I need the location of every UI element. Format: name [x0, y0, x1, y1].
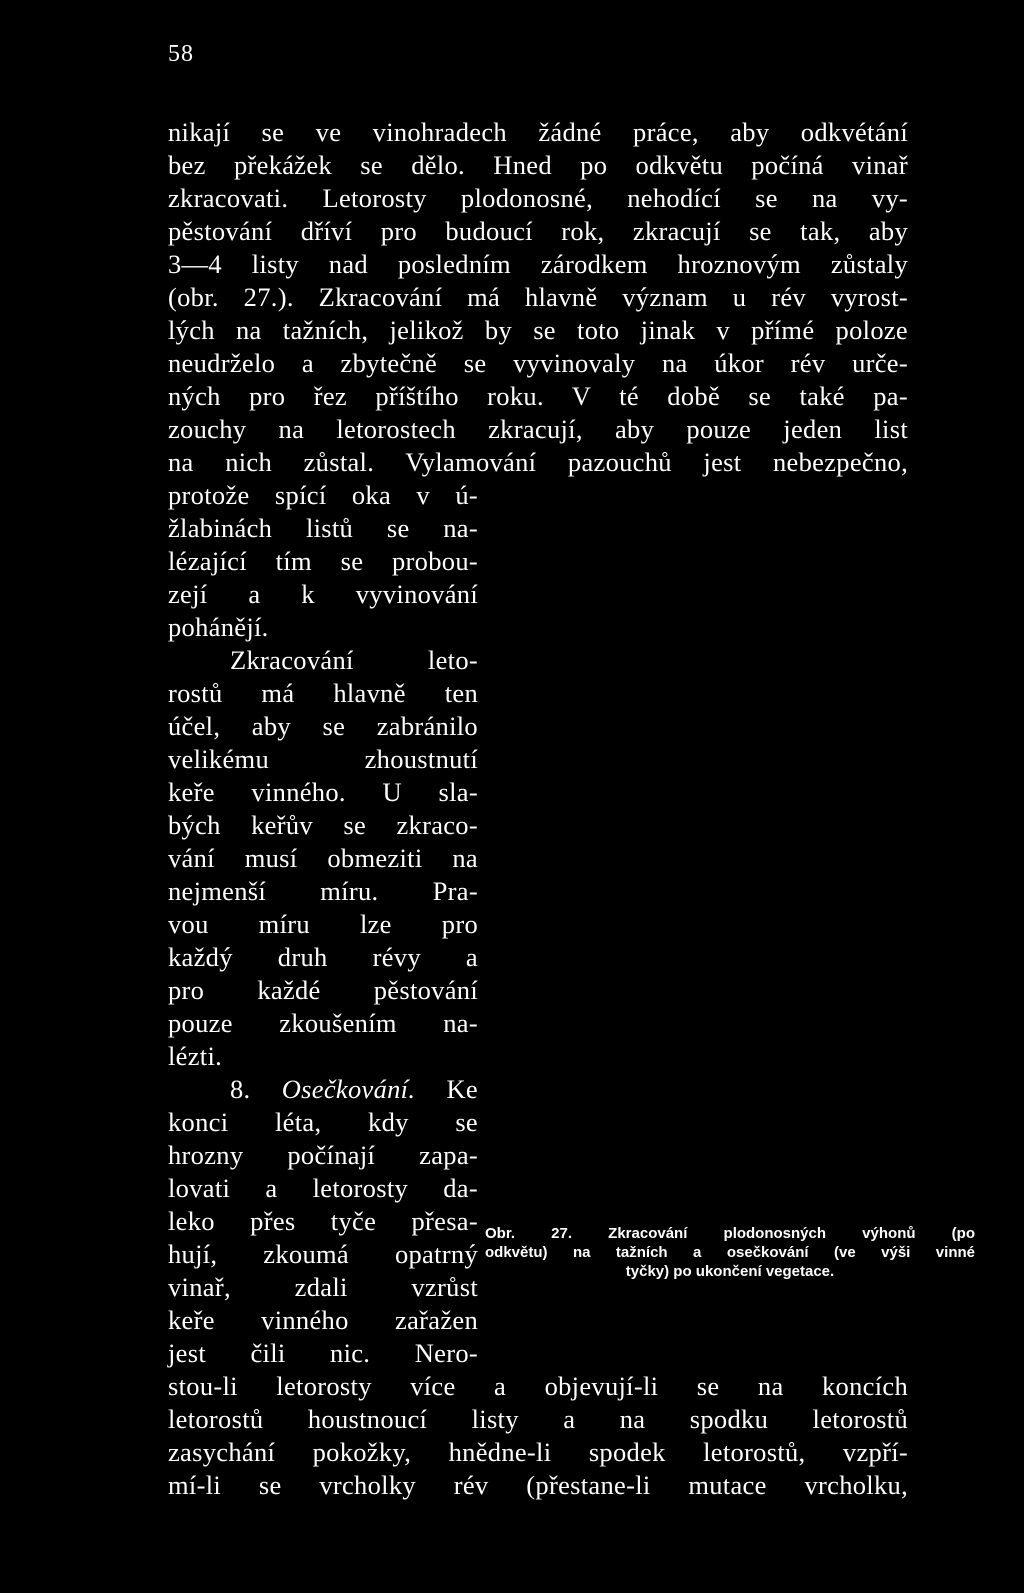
text-line: lézající tím se probou-	[168, 546, 478, 576]
section-heading-line	[230, 1072, 478, 1106]
text-line: zouchy na letorostech zkracují, aby pouze jeden list	[168, 414, 908, 444]
text-line: keře vinného. U sla-	[168, 777, 478, 807]
text-line: pohánějí.	[168, 612, 269, 642]
text-line: vinař, zdali vzrůst	[168, 1272, 478, 1302]
text-line: zasychání pokožky, hnědne-li spodek letorostů, vzpří-	[168, 1437, 908, 1467]
text-line: konci léta, kdy se	[168, 1107, 478, 1137]
text-line: jest čili nic. Nero-	[168, 1338, 478, 1368]
text-line: Zkracování leto-	[230, 645, 478, 675]
text-line: leko přes tyče přesa-	[168, 1206, 478, 1236]
text-line: na nich zůstal. Vylamování pazouchů jest nebezpečno,	[168, 447, 908, 477]
text-line: zejí a k vyvinování	[168, 579, 478, 609]
text-line: stou-li letorosty více a objevují-li se na koncích	[168, 1371, 908, 1401]
text-line: vou míru lze pro	[168, 909, 478, 939]
caption-line: Obr. 27. Zkracování plodonosných výhonů (po	[485, 1225, 975, 1242]
text-line: bých keřův se zkraco-	[168, 810, 478, 840]
text-line: keře vinného zařažen	[168, 1305, 478, 1335]
text-line: pěstování dříví pro budoucí rok, zkracují se tak, aby	[168, 216, 908, 246]
text-line: pouze zkoušením na-	[168, 1008, 478, 1038]
text-line: účel, aby se zabránilo	[168, 711, 478, 741]
text-line: neudrželo a zbytečně se vyvinovaly na úkor rév urče-	[168, 348, 908, 378]
text-line: velikému zhoustnutí	[168, 744, 478, 774]
text-line: pro každé pěstování	[168, 975, 478, 1005]
text-line: (obr. 27.). Zkracování má hlavně význam u rév vyrost-	[168, 282, 908, 312]
text-line: vání musí obmeziti na	[168, 843, 478, 873]
page-number: 58	[168, 41, 194, 67]
text-line: ných pro řez příštího roku. V té době se také pa-	[168, 381, 908, 411]
caption-line: odkvětu) na tažních a osečkování (ve výši vinné	[485, 1244, 975, 1261]
caption-line: tyčky) po ukončení vegetace.	[625, 1263, 835, 1280]
text-line: každý druh révy a	[168, 942, 478, 972]
text-line: bez překážek se dělo. Hned po odkvětu počíná vinař	[168, 150, 908, 180]
text-line: nikají se ve vinohradech žádné práce, aby odkvétání	[168, 117, 908, 147]
text-line: lých na tažních, jelikož by se toto jinak v přímé poloze	[168, 315, 908, 345]
text-line: lovati a letorosty da-	[168, 1173, 478, 1203]
text-line: hrozny počínají zapa-	[168, 1140, 478, 1170]
section-title: Osečkování.	[281, 1074, 416, 1104]
section-number: 8.	[230, 1074, 282, 1104]
text-line: rostů má hlavně ten	[168, 678, 478, 708]
text-line: protože spící oka v ú-	[168, 480, 478, 510]
text-line: zkracovati. Letorosty plodonosné, nehodící se na vy-	[168, 183, 908, 213]
text-line: nejmenší míru. Pra-	[168, 876, 478, 906]
text-line: 3—4 listy nad posledním zárodkem hroznovým zůstaly	[168, 249, 908, 279]
text-line: žlabinách listů se na-	[168, 513, 478, 543]
text-line: letorostů houstnoucí listy a na spodku letorostů	[168, 1404, 908, 1434]
figure-caption	[485, 1224, 975, 1281]
text-line: lézti.	[168, 1041, 223, 1071]
section-lead: Ke	[415, 1074, 478, 1104]
text-line: hují, zkoumá opatrný	[168, 1239, 478, 1269]
text-line: mí-li se vrcholky rév (přestane-li mutace vrcholku,	[168, 1470, 908, 1500]
